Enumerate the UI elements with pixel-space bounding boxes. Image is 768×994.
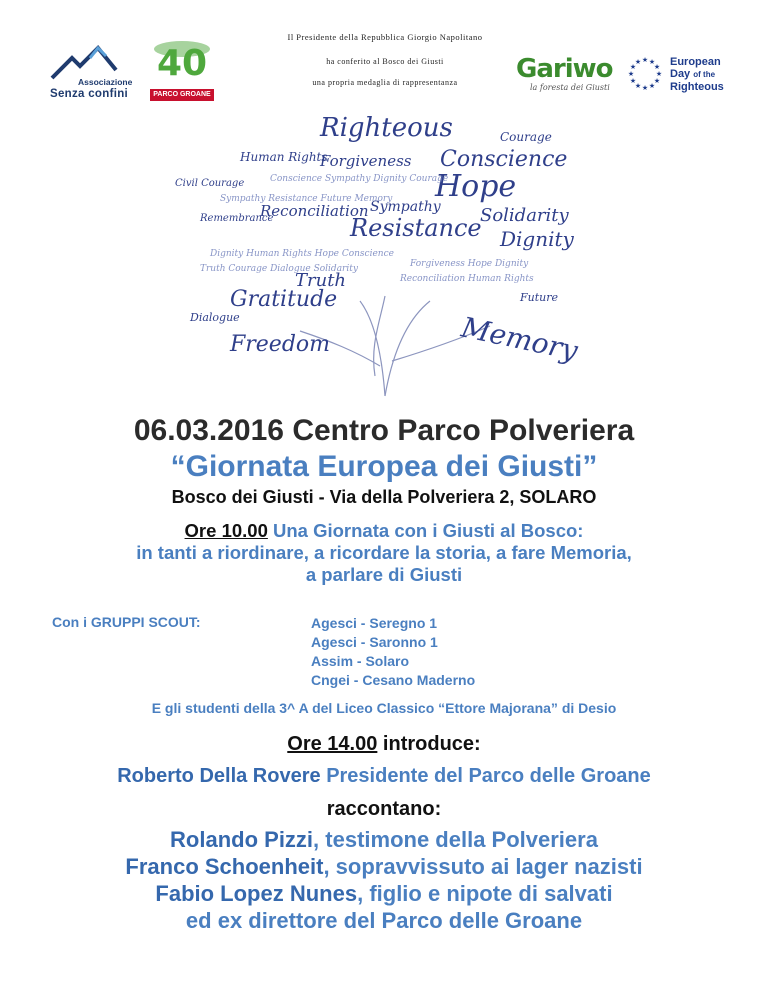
svg-text:★: ★ [641, 56, 649, 64]
tell-heading: raccontano: [326, 798, 442, 820]
morning-line3: a parlare di Giusti [305, 564, 463, 585]
tree-word-7: Resistance [350, 214, 482, 242]
tree-word-1: Human Rights [240, 150, 328, 164]
eu-line3: Righteous [670, 81, 724, 93]
tree-word-5: Dignity [500, 227, 574, 251]
header-line-2: ha conferito al Bosco dei Giusti [326, 57, 444, 66]
speaker-item [0, 880, 768, 907]
tree-word-18: Civil Courage [175, 178, 245, 189]
gariwo-name: Gariwo [516, 54, 613, 84]
svg-text:Sympathy Resistance Future Mem: Sympathy Resistance Future Memory [220, 194, 393, 204]
scout-group: Agesci - Seregno 1 [311, 615, 438, 631]
word-tree-illustration [170, 106, 590, 406]
speaker-name: Franco Schoenheit [125, 854, 324, 879]
speaker-extra: ed ex direttore del Parco delle Groane [185, 908, 583, 933]
tree-word-9: Truth [295, 270, 347, 291]
speaker-item [0, 853, 768, 880]
students-line: E gli studenti della 3^ A del Liceo Classico “Ettore Majorana” di Desio [151, 700, 617, 716]
tree-word-13: Dialogue [190, 311, 240, 324]
tree-word-16: Future [520, 291, 558, 304]
eu-stars-icon [626, 55, 664, 93]
morning-program [0, 520, 768, 586]
event-title: “Giornata Europea dei Giusti” [170, 450, 598, 483]
president-role: Presidente del Parco delle Groane [326, 765, 651, 787]
parco-number: 40 [156, 43, 208, 84]
tree-word-14: Courage [500, 130, 552, 144]
svg-text:Truth Courage Dialogue Solidar: Truth Courage Dialogue Solidarity [200, 264, 358, 274]
tree-word-15: Sympathy [370, 199, 441, 215]
scout-group: Agesci - Saronno 1 [311, 634, 438, 650]
svg-text:Conscience Sympathy Dignity Co: Conscience Sympathy Dignity Courage [270, 174, 449, 184]
tree-word-10: Solidarity [480, 205, 569, 226]
parco-label: PARCO GROANE [150, 89, 214, 101]
speaker-item [0, 826, 768, 853]
morning-title: Una Giornata con i Giusti al Bosco: [273, 520, 584, 541]
scouts-label: Con i GRUPPI SCOUT: [52, 614, 201, 630]
svg-text:Reconciliation Human Rights: Reconciliation Human Rights [400, 274, 534, 284]
tree-word-8: Reconciliation [260, 202, 369, 220]
parco-groane-logo [150, 39, 214, 101]
svg-text:Dignity Human Rights Hope Cons: Dignity Human Rights Hope Conscience [210, 249, 394, 259]
tree-word-17: Remembrance [200, 213, 274, 224]
header-line-3: una propria medaglia di rappresentanza [312, 78, 458, 87]
speakers-list [0, 826, 768, 934]
eu-line2b: of the [693, 70, 716, 79]
svg-text:★: ★ [653, 77, 661, 85]
tree-word-2: Forgiveness [320, 152, 412, 170]
afternoon-time: Ore 14.00 [287, 733, 378, 755]
intro-word: introduce: [382, 733, 481, 755]
speaker-desc: , sopravvissuto ai lager nazisti [323, 854, 643, 879]
event-place: Bosco dei Giusti - Via della Polveriera 2, SOLARO [171, 487, 597, 507]
association-logo [50, 44, 135, 104]
afternoon-intro [0, 733, 768, 756]
svg-text:★: ★ [655, 70, 663, 78]
speaker-name: Rolando Pizzi [170, 827, 314, 852]
scouts-list [311, 614, 475, 690]
president-line [0, 765, 768, 788]
event-date-line: 06.03.2016 Centro Parco Polveriera [133, 414, 635, 447]
svg-text:★: ★ [627, 70, 635, 78]
svg-text:★: ★ [648, 58, 656, 66]
european-day-logo [626, 55, 746, 95]
gariwo-logo [516, 54, 616, 98]
svg-text:★: ★ [648, 82, 656, 90]
svg-text:★: ★ [641, 84, 649, 92]
svg-text:Forgiveness Hope Dignity: Forgiveness Hope Dignity [410, 259, 529, 269]
tree-word-top: Righteous [320, 113, 453, 143]
association-line1: Associazione [78, 77, 133, 87]
tree-word-4: Memory [458, 310, 581, 368]
speaker-desc: , testimone della Polveriera [313, 827, 598, 852]
eu-line2: Day [670, 68, 691, 80]
svg-text:★: ★ [634, 58, 642, 66]
speaker-name: Fabio Lopez Nunes [155, 881, 358, 906]
svg-text:★: ★ [653, 63, 661, 71]
morning-line2: in tanti a riordinare, a ricordare la storia, a fare Memoria, [136, 542, 632, 563]
speaker-desc: , figlio e nipote di salvati [357, 881, 613, 906]
svg-text:★: ★ [629, 63, 637, 71]
tree-word-11: Gratitude [230, 287, 338, 312]
gariwo-tagline: la foresta dei Giusti [530, 83, 610, 92]
tree-word-12: Freedom [230, 332, 331, 357]
scout-group: Cngei - Cesano Maderno [311, 672, 476, 688]
header-line-1: Il Presidente della Repubblica Giorgio Napolitano [287, 32, 483, 42]
president-name: Roberto Della Rovere [117, 765, 321, 787]
eu-line1: European [670, 56, 721, 68]
tree-word-6: Conscience [440, 147, 568, 172]
scout-group: Assim - Solaro [311, 653, 410, 669]
svg-text:★: ★ [634, 82, 642, 90]
morning-time: Ore 10.00 [184, 520, 268, 541]
tree-word-3: Hope [435, 169, 517, 204]
association-line2: Senza confini [50, 88, 129, 100]
svg-text:★: ★ [629, 77, 637, 85]
